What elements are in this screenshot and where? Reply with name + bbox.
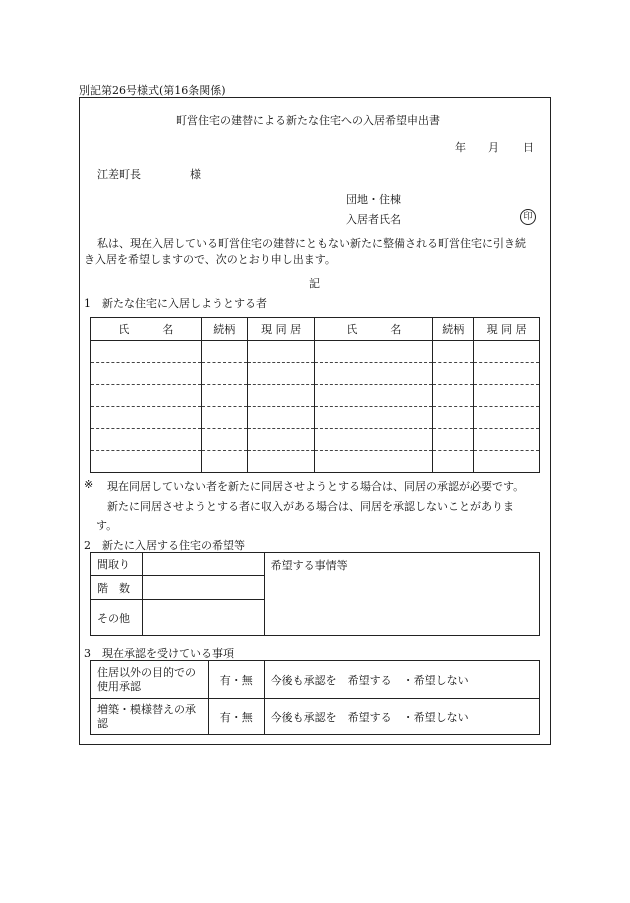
body-text-1: 私は、現在入居している町営住宅の建替にともない新たに整備される町営住宅に引き続 — [97, 237, 526, 250]
table-row — [91, 363, 540, 385]
date-day: 日 — [523, 141, 534, 154]
header-living-2: 現 同 居 — [474, 318, 540, 341]
approval-row-1-label-l2: 使用承認 — [97, 679, 141, 693]
ki-mark: 記 — [309, 277, 320, 290]
approval-table — [90, 660, 540, 735]
preference-table — [90, 552, 540, 636]
seal-mark: 印 — [520, 209, 536, 225]
table-row — [91, 385, 540, 407]
date-month: 月 — [488, 141, 499, 154]
approval-row-1-choice[interactable]: 有・無 — [208, 661, 264, 699]
approval-row-2-label-l2: 認 — [97, 716, 108, 730]
date-year: 年 — [455, 141, 466, 154]
floor-field[interactable] — [142, 576, 264, 600]
approval-row-2-options[interactable]: 今後も承認を 希望する ・希望しない — [264, 699, 539, 735]
approval-row-1-label — [91, 661, 209, 699]
other-field[interactable] — [142, 600, 264, 636]
layout-field[interactable] — [142, 553, 264, 576]
addressee-honorific: 様 — [190, 168, 201, 181]
addressee-name: 江差町長 — [97, 168, 141, 181]
note-mark: ※ — [84, 478, 94, 491]
reason-field[interactable] — [264, 553, 539, 636]
layout-label: 間取り — [91, 553, 143, 576]
header-living-1: 現 同 居 — [247, 318, 315, 341]
note-line-2: 新たに同居させようとする者に収入がある場合は、同居を承認しないことがありま — [107, 500, 514, 513]
name-label: 入居者氏名 — [346, 213, 401, 226]
header-relation-1: 続柄 — [201, 318, 247, 341]
members-table — [90, 317, 540, 473]
header-name-2: 氏 名 — [315, 318, 433, 341]
section2-heading: 2 新たに入居する住宅の希望等 — [84, 539, 245, 552]
section1-heading: 1 新たな住宅に入居しようとする者 — [84, 297, 267, 310]
note-line-3: す。 — [96, 519, 118, 532]
form-id: 別記第26号様式(第16条関係) — [79, 84, 226, 97]
approval-row-2-label — [91, 699, 209, 735]
form-title: 町営住宅の建替による新たな住宅への入居希望申出書 — [176, 114, 440, 127]
table-row — [91, 451, 540, 473]
other-label: その他 — [91, 600, 143, 636]
approval-row-2-choice[interactable]: 有・無 — [208, 699, 264, 735]
note-line-1: 現在同居していない者を新たに同居させようとする場合は、同居の承認が必要です。 — [107, 480, 525, 493]
reason-label: 希望する事情等 — [270, 559, 348, 572]
floor-label: 階 数 — [91, 576, 143, 600]
table-row — [91, 429, 540, 451]
address-label: 団地・住棟 — [346, 193, 401, 206]
header-name-1: 氏 名 — [91, 318, 202, 341]
approval-row-2-label-l1: 増築・模様替えの承 — [97, 702, 196, 716]
approval-row-1-options[interactable]: 今後も承認を 希望する ・希望しない — [264, 661, 539, 699]
body-text-2: き入居を希望しますので、次のとおり申し出ます。 — [84, 253, 336, 266]
table-row — [91, 341, 540, 363]
section3-heading: 3 現在承認を受けている事項 — [84, 647, 234, 660]
approval-row-1-label-l1: 住居以外の目的での — [97, 665, 196, 679]
header-relation-2: 続柄 — [433, 318, 474, 341]
table-row — [91, 407, 540, 429]
